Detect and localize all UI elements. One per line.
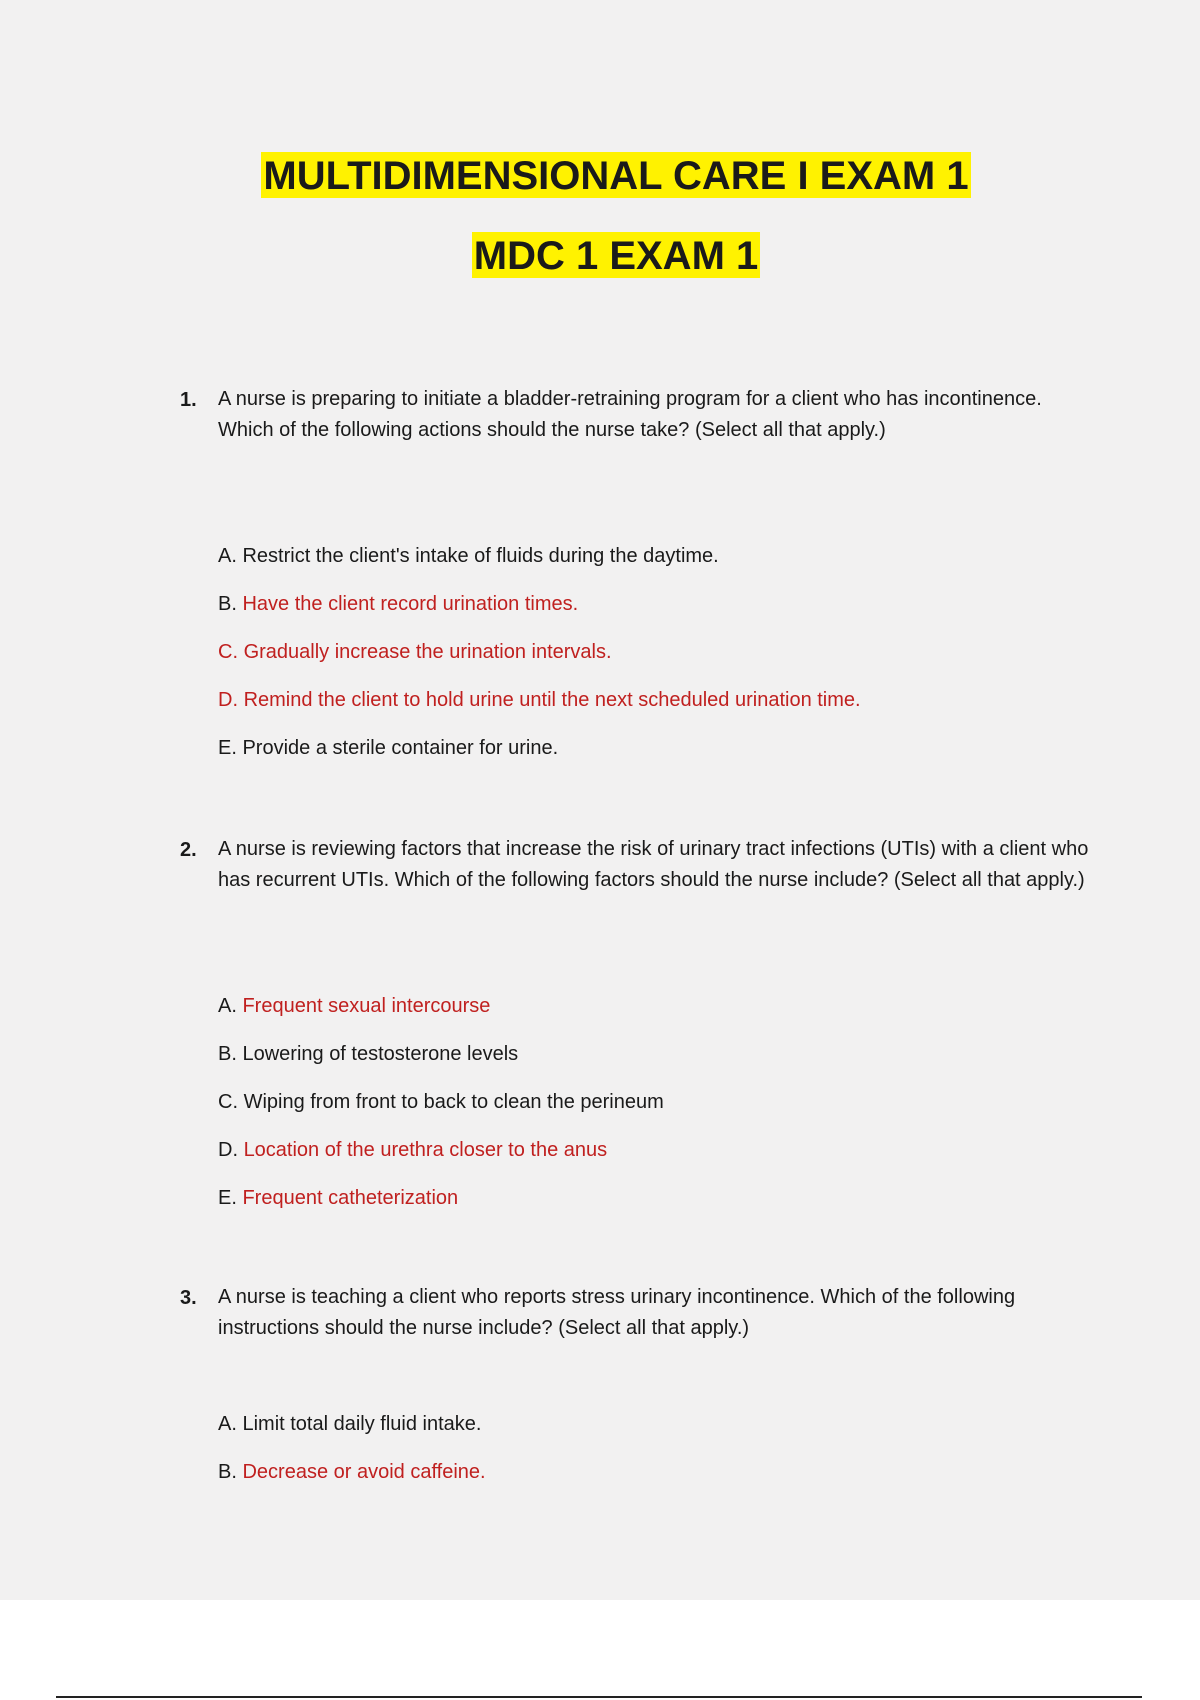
option-text-correct: Have the client record urination times. [242, 593, 579, 615]
option-text-correct: Remind the client to hold urine until the next scheduled urination time. [243, 689, 861, 711]
option-text: Limit total daily fluid intake. [242, 1413, 482, 1435]
option-letter: D. [218, 689, 238, 711]
document-title-text: MULTIDIMENSIONAL CARE I EXAM 1 [263, 154, 969, 198]
answer-option [218, 1040, 664, 1088]
question-3 [180, 1282, 1100, 1483]
question-text: A nurse is preparing to initiate a bladder-retraining program for a client who has incontinence. Which of the following actions should the nurse take? (Select all that apply.) [218, 388, 1042, 441]
answer-options [218, 1410, 486, 1506]
answer-option [218, 1136, 664, 1184]
question-number: 1. [180, 389, 197, 411]
option-text: Restrict the client's intake of fluids during the daytime. [242, 545, 719, 567]
question-1 [180, 384, 1100, 759]
question-number: 3. [180, 1287, 197, 1309]
answer-option [218, 1088, 664, 1136]
option-letter: A. [218, 545, 237, 567]
answer-option [218, 734, 861, 782]
answer-option [218, 1458, 486, 1506]
footer-divider [56, 1696, 1142, 1698]
option-text-correct: Frequent catheterization [242, 1187, 459, 1209]
answer-option [218, 1410, 486, 1458]
option-text-correct: Location of the urethra closer to the anus [243, 1139, 608, 1161]
option-text: Provide a sterile container for urine. [242, 737, 559, 759]
option-letter: C. [218, 641, 238, 663]
answer-option [218, 590, 861, 638]
question-text: A nurse is teaching a client who reports stress urinary incontinence. Which of the following instructions should the nurse include? (Select all that apply.) [218, 1286, 1016, 1339]
option-letter: A. [218, 995, 237, 1017]
option-letter: B. [218, 1461, 237, 1483]
answer-option [218, 1184, 664, 1232]
answer-options [218, 542, 861, 782]
question-text: A nurse is reviewing factors that increase the risk of urinary tract infections (UTIs) with a client who has recurrent UTIs. Which of the following factors should the nurse include? (Select all that apply.) [218, 838, 1089, 891]
answer-option [218, 686, 861, 734]
option-letter: A. [218, 1413, 237, 1435]
answer-option [218, 992, 664, 1040]
document-subtitle [0, 230, 1200, 282]
question-2 [180, 834, 1100, 1209]
question-number: 2. [180, 839, 197, 861]
option-text: Wiping from front to back to clean the perineum [243, 1091, 664, 1113]
answer-option [218, 638, 861, 686]
option-text-correct: Decrease or avoid caffeine. [242, 1461, 486, 1483]
answer-options [218, 992, 664, 1232]
option-text-correct: Frequent sexual intercourse [242, 995, 491, 1017]
option-text-correct: Gradually increase the urination intervals. [243, 641, 612, 663]
document-subtitle-text: MDC 1 EXAM 1 [473, 234, 759, 278]
option-letter: B. [218, 593, 237, 615]
option-letter: E. [218, 737, 237, 759]
option-letter: C. [218, 1091, 238, 1113]
option-letter: B. [218, 1043, 237, 1065]
option-letter: E. [218, 1187, 237, 1209]
document-title [0, 150, 1200, 202]
option-letter: D. [218, 1139, 238, 1161]
answer-option [218, 542, 861, 590]
option-text: Lowering of testosterone levels [242, 1043, 519, 1065]
